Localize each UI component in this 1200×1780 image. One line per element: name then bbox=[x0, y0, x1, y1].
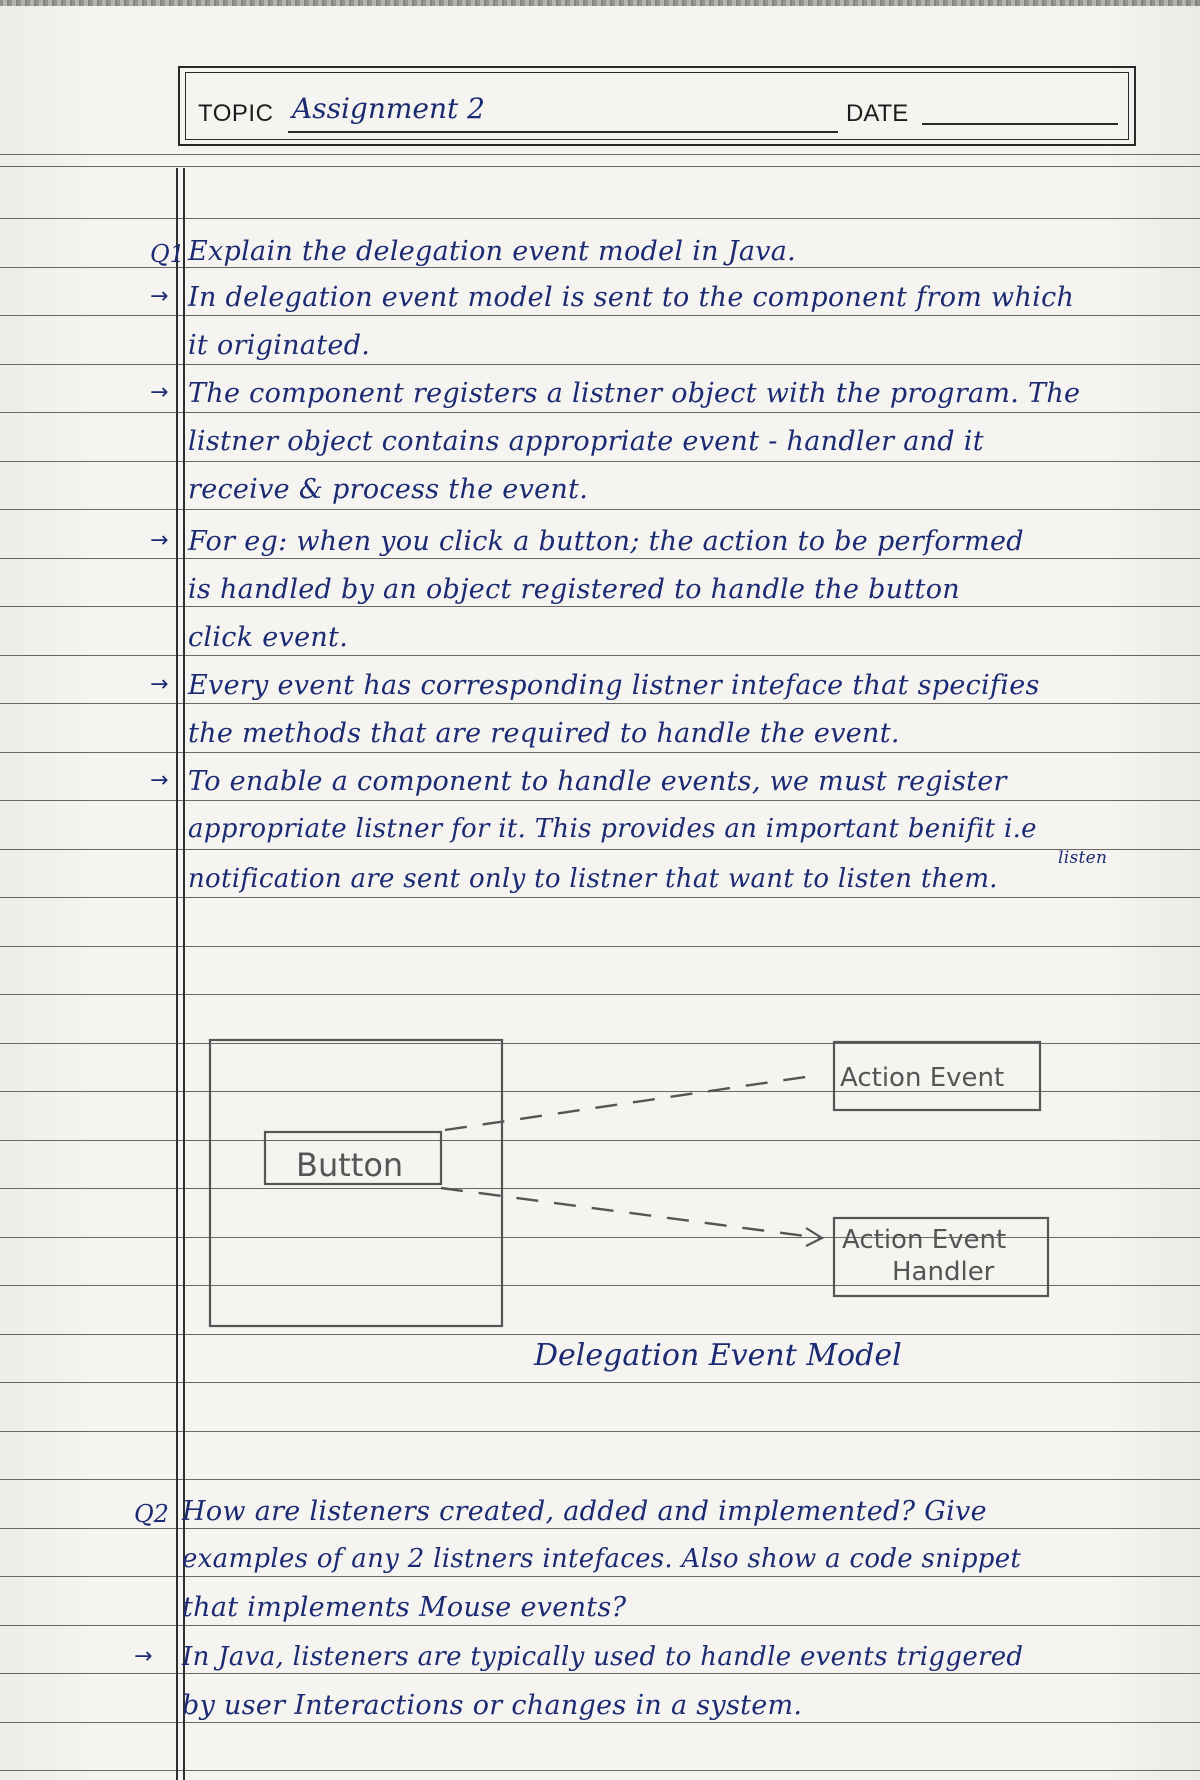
ruled-line bbox=[0, 1091, 1200, 1092]
q1-line-10: the methods that are required to handle the event. bbox=[188, 718, 900, 749]
ruled-line bbox=[0, 1043, 1200, 1044]
ruled-line bbox=[0, 509, 1200, 510]
ruled-line bbox=[0, 218, 1200, 219]
arrow-icon: → bbox=[134, 1644, 153, 1669]
ruled-line bbox=[0, 1431, 1200, 1432]
ruled-line bbox=[0, 166, 1200, 167]
margin-line-left bbox=[176, 168, 178, 1780]
topic-value: Assignment 2 bbox=[292, 92, 485, 125]
q2-answer-line-1: In Java, listeners are typically used to handle events triggered bbox=[182, 1642, 1024, 1672]
q1-line-2: it originated. bbox=[188, 330, 371, 361]
ruled-line bbox=[0, 1334, 1200, 1335]
ruled-line bbox=[0, 703, 1200, 704]
q1-line-7: is handled by an object registered to handle the button bbox=[188, 574, 960, 605]
ruled-line bbox=[0, 1140, 1200, 1141]
q2-question-line-1: How are listeners created, added and implemented? Give bbox=[182, 1496, 987, 1527]
topic-underline bbox=[288, 131, 838, 133]
q1-line-3: The component registers a listner object with the program. The bbox=[188, 378, 1081, 409]
ruled-line bbox=[0, 364, 1200, 365]
q1-question: Explain the delegation event model in Java. bbox=[188, 236, 797, 267]
margin-line-right bbox=[183, 168, 185, 1780]
ruled-line bbox=[0, 154, 1200, 155]
ruled-line bbox=[0, 412, 1200, 413]
arrow-icon: → bbox=[150, 768, 169, 793]
action-event-label: Action Event bbox=[840, 1063, 1005, 1093]
q2-answer-line-2: by user Interactions or changes in a system. bbox=[182, 1690, 803, 1721]
q1-line-12: appropriate listner for it. This provides an important benifit i.e bbox=[188, 814, 1037, 844]
ruled-line bbox=[0, 1576, 1200, 1577]
ruled-line bbox=[0, 461, 1200, 462]
q1-line-5: receive & process the event. bbox=[188, 474, 589, 505]
ruled-line bbox=[0, 315, 1200, 316]
ruled-line bbox=[0, 1285, 1200, 1286]
q1-number: Q1 bbox=[150, 240, 185, 268]
handler-label-line2: Handler bbox=[892, 1257, 995, 1287]
q2-question-line-2: examples of any 2 listners intefaces. Also show a code snippet bbox=[182, 1544, 1022, 1574]
ruled-line bbox=[0, 1770, 1200, 1771]
q1-line-9: Every event has corresponding listner inteface that specifies bbox=[188, 670, 1040, 701]
arrow-icon: → bbox=[150, 380, 169, 405]
ruled-line bbox=[0, 1625, 1200, 1626]
ruled-line bbox=[0, 1237, 1200, 1238]
arrow-icon: → bbox=[150, 284, 169, 309]
ruled-line bbox=[0, 1188, 1200, 1189]
ruled-line bbox=[0, 1528, 1200, 1529]
diagram-caption: Delegation Event Model bbox=[534, 1338, 902, 1373]
ruled-line bbox=[0, 946, 1200, 947]
q1-line-1: In delegation event model is sent to the component from which bbox=[188, 282, 1075, 313]
ruled-line bbox=[0, 606, 1200, 607]
correction-word: listen bbox=[1058, 848, 1108, 868]
date-underline bbox=[922, 123, 1118, 125]
q1-line-6: For eg: when you click a button; the action to be performed bbox=[188, 526, 1024, 557]
q1-line-11: To enable a component to handle events, we must register bbox=[188, 766, 1007, 797]
ruled-line bbox=[0, 1479, 1200, 1480]
ruled-line bbox=[0, 1382, 1200, 1383]
ruled-line bbox=[0, 655, 1200, 656]
arrow-icon: → bbox=[150, 528, 169, 553]
q1-line-8: click event. bbox=[188, 622, 349, 653]
ruled-line bbox=[0, 994, 1200, 995]
ruled-line bbox=[0, 1722, 1200, 1723]
ruled-line bbox=[0, 897, 1200, 898]
q1-line-4: listner object contains appropriate event - handler and it bbox=[188, 426, 984, 457]
q2-question-line-3: that implements Mouse events? bbox=[182, 1592, 627, 1623]
topic-label: TOPIC bbox=[198, 100, 274, 127]
handler-label-line1: Action Event bbox=[842, 1225, 1007, 1255]
ruled-line bbox=[0, 558, 1200, 559]
ruled-line bbox=[0, 800, 1200, 801]
q2-number: Q2 bbox=[134, 1500, 169, 1528]
button-label: Button bbox=[296, 1146, 404, 1184]
ruled-line bbox=[0, 1673, 1200, 1674]
date-label: DATE bbox=[846, 100, 909, 127]
q1-line-13: notification are sent only to listner that want to listen them. bbox=[188, 864, 998, 894]
arrow-icon: → bbox=[150, 672, 169, 697]
ruled-line bbox=[0, 752, 1200, 753]
ruled-line bbox=[0, 849, 1200, 850]
